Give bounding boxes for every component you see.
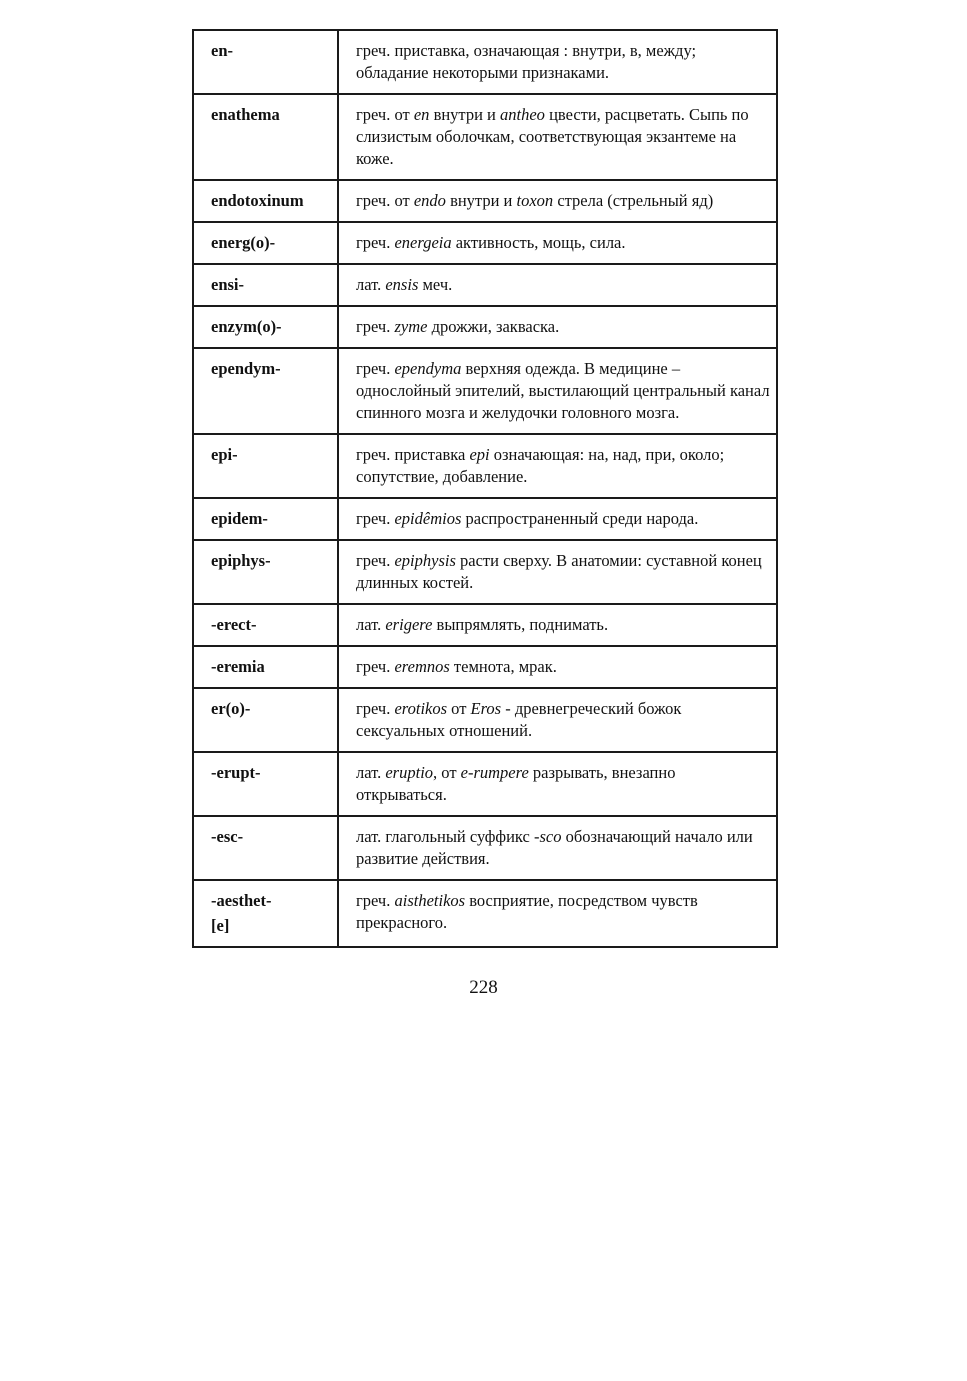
entry-term: -esc- [211, 827, 244, 846]
entry-definition [338, 752, 777, 816]
entry-definition [338, 434, 777, 498]
definition-text: греч. [356, 359, 395, 378]
entry-term: en- [211, 41, 233, 60]
dictionary-table [192, 29, 778, 948]
table-row [193, 306, 777, 348]
entry-term-cell [193, 816, 338, 880]
entry-term-cell [193, 348, 338, 434]
table-row [193, 752, 777, 816]
definition-text: греч. приставка, означающая : внутри, в, между; обладание некоторыми признаками. [356, 41, 697, 82]
entry-definition [338, 94, 777, 180]
table-row [193, 264, 777, 306]
definition-italic-word: erotikos [394, 699, 448, 718]
table-row [193, 880, 777, 947]
entry-term: -erupt- [211, 763, 261, 782]
entry-definition [338, 180, 777, 222]
entry-definition [338, 30, 777, 94]
entry-term-cell [193, 540, 338, 604]
entry-term-cell [193, 688, 338, 752]
definition-text: означающая: на, над, при, около; сопутствие, добавление. [356, 445, 725, 486]
table-row [193, 348, 777, 434]
definition-italic-word: eruptio [385, 763, 434, 782]
definition-text: расти сверху. В анатомии: суставной конец длинных костей. [356, 551, 762, 592]
definition-italic-word: Eros [470, 699, 502, 718]
definition-italic-word: energeia [394, 233, 452, 252]
definition-text: внутри и [445, 191, 517, 210]
entry-term-cell [193, 180, 338, 222]
definition-italic-word: epiphysis [394, 551, 456, 570]
definition-text: греч. [356, 317, 395, 336]
definition-italic-word: epidêmios [394, 509, 462, 528]
definition-text: греч. от [356, 105, 414, 124]
definition-text: обозначающий начало или развитие действия. [356, 827, 753, 868]
definition-text: внутри и [429, 105, 501, 124]
definition-text: распространенный среди народа. [461, 509, 699, 528]
definition-text: лат. [356, 615, 386, 634]
entry-term-cell [193, 222, 338, 264]
definition-italic-word: zyme [394, 317, 428, 336]
definition-italic-word: e-rumpere [460, 763, 529, 782]
definition-italic-word: en [413, 105, 430, 124]
definition-italic-word: -sco [533, 827, 562, 846]
table-row [193, 222, 777, 264]
table-row [193, 94, 777, 180]
definition-text: греч. [356, 699, 395, 718]
table-row [193, 540, 777, 604]
entry-definition [338, 498, 777, 540]
entry-term-cell [193, 604, 338, 646]
definition-text: стрела (стрельный яд) [553, 191, 714, 210]
entry-term: endotoxinum [211, 191, 304, 210]
entry-definition [338, 306, 777, 348]
entry-definition [338, 348, 777, 434]
entry-term: enzym(o)- [211, 317, 282, 336]
entry-term: er(o)- [211, 699, 251, 718]
table-row [193, 30, 777, 94]
definition-text: греч. [356, 657, 395, 676]
entry-definition [338, 646, 777, 688]
entry-term-cell [193, 434, 338, 498]
definition-italic-word: ensis [385, 275, 419, 294]
entry-term-cell [193, 94, 338, 180]
entry-term-cell [193, 880, 338, 947]
definition-text: разрывать, внезапно открываться. [356, 763, 676, 804]
definition-italic-word: endo [413, 191, 446, 210]
definition-text: греч. [356, 551, 395, 570]
entry-term: ependym- [211, 359, 281, 378]
entry-term-cell [193, 498, 338, 540]
table-row [193, 434, 777, 498]
definition-text: лат. глагольный суффикс [356, 827, 534, 846]
definition-text: - древнегреческий божок сексуальных отношений. [356, 699, 682, 740]
dictionary-table-body [193, 30, 777, 947]
entry-term: epi- [211, 445, 238, 464]
definition-text: темнота, мрак. [449, 657, 557, 676]
definition-text: цвести, расцветать. Сыпь по слизистым оболочкам, соответствующая экзантеме на коже. [356, 105, 749, 168]
table-row [193, 646, 777, 688]
definition-text: греч. приставка [356, 445, 470, 464]
entry-term: -erect- [211, 615, 257, 634]
entry-term: ensi- [211, 275, 244, 294]
definition-text: греч. от [356, 191, 414, 210]
entry-definition [338, 688, 777, 752]
definition-italic-word: eremnos [394, 657, 450, 676]
entry-term: -aesthet- [211, 891, 272, 910]
entry-term-cell [193, 646, 338, 688]
table-row [193, 688, 777, 752]
entry-definition [338, 604, 777, 646]
entry-term-cell [193, 752, 338, 816]
entry-definition [338, 816, 777, 880]
definition-text: греч. [356, 233, 395, 252]
entry-term-note: [e] [211, 916, 230, 935]
definition-text: активность, мощь, сила. [451, 233, 626, 252]
definition-text: восприятие, посредством чувств прекрасного. [356, 891, 698, 932]
table-row [193, 180, 777, 222]
definition-text: лат. [356, 275, 386, 294]
entry-term: enathema [211, 105, 280, 124]
definition-italic-word: erigere [385, 615, 433, 634]
entry-term: energ(o)- [211, 233, 276, 252]
entry-term: -eremia [211, 657, 265, 676]
entry-definition [338, 540, 777, 604]
entry-term-cell [193, 30, 338, 94]
entry-definition [338, 264, 777, 306]
definition-text: выпрямлять, поднимать. [432, 615, 609, 634]
entry-definition [338, 222, 777, 264]
definition-text: греч. [356, 891, 395, 910]
entry-term: epidem- [211, 509, 268, 528]
entry-term: epiphys- [211, 551, 271, 570]
entry-term-cell [193, 306, 338, 348]
entry-term-cell [193, 264, 338, 306]
definition-italic-word: epi [469, 445, 490, 464]
definition-text: греч. [356, 509, 395, 528]
definition-italic-word: ependyma [394, 359, 462, 378]
entry-definition [338, 880, 777, 947]
table-row [193, 604, 777, 646]
definition-text: лат. [356, 763, 386, 782]
definition-italic-word: toxon [516, 191, 554, 210]
definition-text: верхняя одежда. В медицине – однослойный эпителий, выстилающий центральный канал спинного мозга и желудочки головного мозга. [356, 359, 770, 422]
definition-text: меч. [418, 275, 453, 294]
definition-italic-word: aisthetikos [394, 891, 466, 910]
definition-text: от [447, 699, 471, 718]
definition-text: дрожжи, закваска. [427, 317, 560, 336]
page-number: 228 [469, 977, 498, 998]
table-row [193, 498, 777, 540]
definition-text: , от [433, 763, 461, 782]
definition-italic-word: antheo [500, 105, 545, 124]
table-row [193, 816, 777, 880]
